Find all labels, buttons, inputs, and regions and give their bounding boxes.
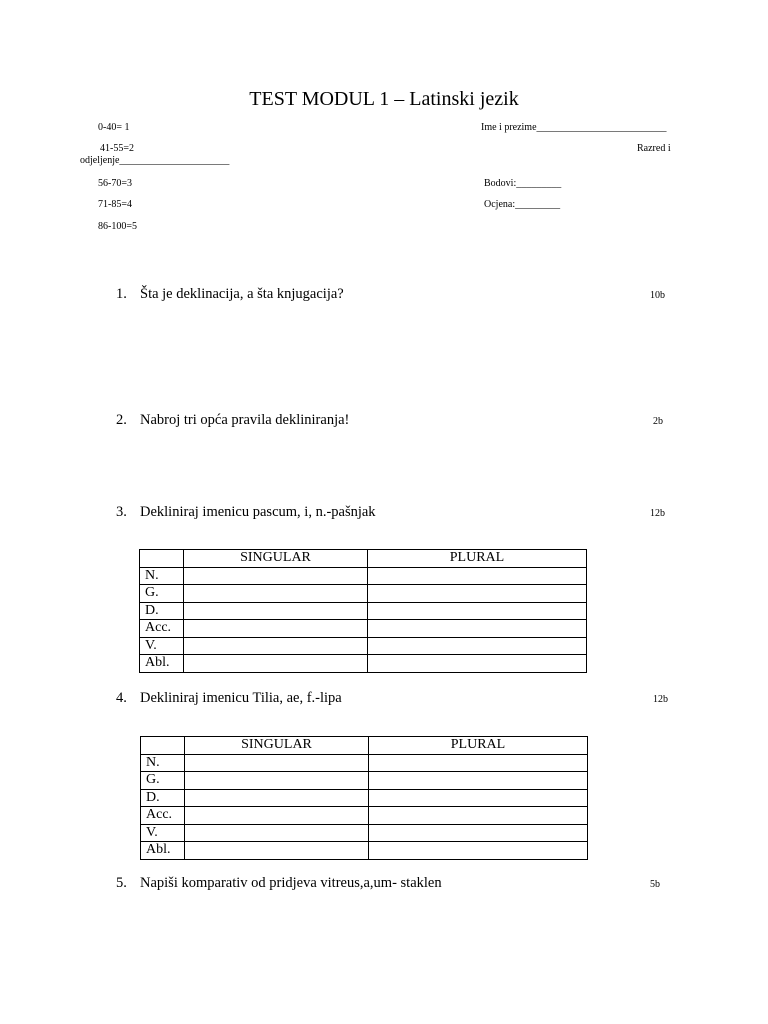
case-label: Acc. <box>140 620 184 638</box>
plural-cell[interactable] <box>369 842 588 860</box>
name-field-label: Ime i prezime__________________________ <box>481 122 667 133</box>
plural-cell[interactable] <box>368 620 587 638</box>
question-3-points: 12b <box>650 508 665 519</box>
grade-scale-5: 86-100=5 <box>98 221 137 232</box>
case-label: Acc. <box>141 807 185 825</box>
question-4-number: 4. <box>116 690 127 706</box>
case-label: D. <box>141 789 185 807</box>
question-5-number: 5. <box>116 875 127 891</box>
table-header-plural: PLURAL <box>369 737 588 755</box>
plural-cell[interactable] <box>369 772 588 790</box>
table-header-plural: PLURAL <box>368 550 587 568</box>
question-1-points: 10b <box>650 290 665 301</box>
grade-scale-3: 56-70=3 <box>98 178 132 189</box>
singular-cell[interactable] <box>184 620 368 638</box>
question-2-points: 2b <box>653 416 663 427</box>
table-row <box>140 585 587 603</box>
singular-cell[interactable] <box>185 842 369 860</box>
case-label: D. <box>140 602 184 620</box>
question-2-text: Nabroj tri opća pravila dekliniranja! <box>140 412 350 428</box>
table-header-singular: SINGULAR <box>184 550 368 568</box>
table-row <box>140 620 587 638</box>
grade-scale-1: 0-40= 1 <box>98 122 130 133</box>
singular-cell[interactable] <box>185 772 369 790</box>
case-label: G. <box>141 772 185 790</box>
table-header-singular: SINGULAR <box>185 737 369 755</box>
table-row <box>140 567 587 585</box>
declension-table-pascum <box>139 549 587 673</box>
question-3-number: 3. <box>116 504 127 520</box>
page-title: TEST MODUL 1 – Latinski jezik <box>249 88 519 110</box>
case-label: Abl. <box>140 655 184 673</box>
question-2-number: 2. <box>116 412 127 428</box>
question-3-text: Dekliniraj imenicu pascum, i, n.-pašnjak <box>140 504 376 520</box>
question-4-text: Dekliniraj imenicu Tilia, ae, f.-lipa <box>140 690 342 706</box>
plural-cell[interactable] <box>369 789 588 807</box>
table-row <box>141 772 588 790</box>
plural-cell[interactable] <box>368 567 587 585</box>
class-field-line: odjeljenje______________________ <box>80 155 230 166</box>
question-5-text: Napiši komparativ od pridjeva vitreus,a,um- staklen <box>140 875 442 891</box>
singular-cell[interactable] <box>184 585 368 603</box>
singular-cell[interactable] <box>185 789 369 807</box>
singular-cell[interactable] <box>184 637 368 655</box>
question-1-number: 1. <box>116 286 127 302</box>
grade-scale-4: 71-85=4 <box>98 199 132 210</box>
singular-cell[interactable] <box>184 567 368 585</box>
table-row <box>140 655 587 673</box>
declension-table-tilia <box>140 736 588 860</box>
plural-cell[interactable] <box>368 602 587 620</box>
plural-cell[interactable] <box>369 754 588 772</box>
case-label: V. <box>140 637 184 655</box>
plural-cell[interactable] <box>369 824 588 842</box>
case-label: V. <box>141 824 185 842</box>
plural-cell[interactable] <box>369 807 588 825</box>
singular-cell[interactable] <box>185 824 369 842</box>
table-row <box>141 824 588 842</box>
case-label: G. <box>140 585 184 603</box>
table-header-row <box>140 550 587 568</box>
case-label: N. <box>141 754 185 772</box>
points-field-label: Bodovi:_________ <box>484 178 562 189</box>
plural-cell[interactable] <box>368 655 587 673</box>
table-row <box>141 842 588 860</box>
question-5-points: 5b <box>650 879 660 890</box>
table-row <box>140 637 587 655</box>
table-header-case <box>141 737 185 755</box>
plural-cell[interactable] <box>368 585 587 603</box>
singular-cell[interactable] <box>185 807 369 825</box>
case-label: N. <box>140 567 184 585</box>
table-header-row <box>141 737 588 755</box>
table-row <box>140 602 587 620</box>
singular-cell[interactable] <box>184 602 368 620</box>
singular-cell[interactable] <box>185 754 369 772</box>
class-field-label: Razred i <box>637 143 671 154</box>
grade-scale-2: 41-55=2 <box>100 143 134 154</box>
case-label: Abl. <box>141 842 185 860</box>
grade-field-label: Ocjena:_________ <box>484 199 561 210</box>
table-row <box>141 789 588 807</box>
table-row <box>141 754 588 772</box>
plural-cell[interactable] <box>368 637 587 655</box>
table-header-case <box>140 550 184 568</box>
singular-cell[interactable] <box>184 655 368 673</box>
question-4-points: 12b <box>653 694 668 705</box>
question-1-text: Šta je deklinacija, a šta knjugacija? <box>140 286 344 302</box>
table-row <box>141 807 588 825</box>
